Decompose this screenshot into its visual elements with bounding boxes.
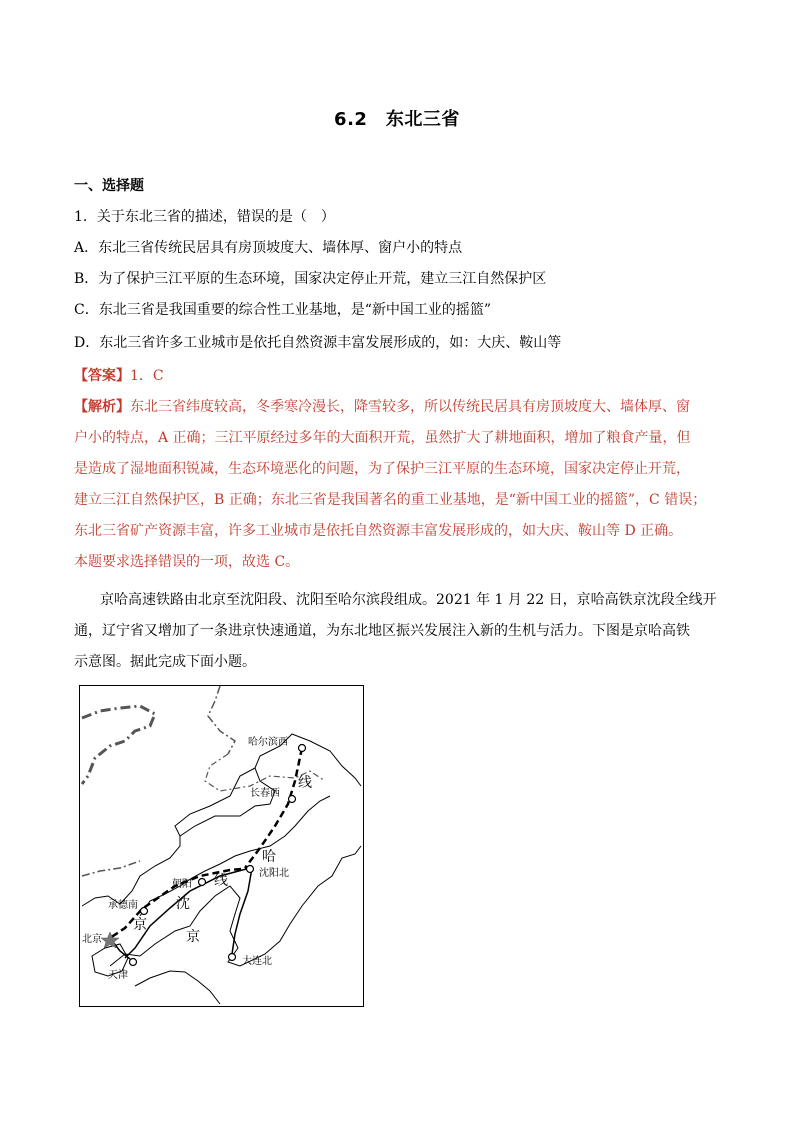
- map-drawing: [80, 686, 362, 1005]
- option-c: C．东北三省是我国重要的综合性工业基地，是“新中国工业的摇篮”: [74, 302, 492, 318]
- line-char-ha: 哈: [262, 849, 276, 865]
- passage-line-1: 京哈高速铁路由北京至沈阳段、沈阳至哈尔滨段组成。2021 年 1 月 22 日，京哈高铁京沈段全线开: [100, 592, 717, 608]
- station-chaoyang-marker: [199, 879, 206, 886]
- analysis-line-2: 户小的特点，A 正确；三江平原经过多年的大面积开荒，虽然扩大了耕地面积，增加了粮食产量，但: [74, 430, 691, 446]
- answer-value: 1．C: [130, 368, 164, 384]
- option-d: D．东北三省许多工业城市是依托自然资源丰富发展形成的，如：大庆、鞍山等: [74, 335, 562, 351]
- passage-line-3: 示意图。据此完成下面小题。: [74, 654, 256, 670]
- label-chengde-south: 承德南: [108, 900, 138, 911]
- station-shenyang-north-marker: [247, 866, 254, 873]
- analysis-text: 东北三省纬度较高，冬季寒冷漫长，降雪较多，所以传统民居具有房顶坡度大、墙体厚、窗: [130, 399, 690, 415]
- national-border-east: [82, 861, 140, 876]
- option-a: A．东北三省传统民居具有房顶坡度大、墙体厚、窗户小的特点: [74, 240, 463, 256]
- label-chaoyang: 朝阳: [172, 879, 192, 890]
- section-heading: 一、选择题: [74, 178, 144, 194]
- province-border-top: [208, 686, 235, 754]
- answer-tag: 【答案】: [74, 368, 130, 384]
- railway-map: [79, 685, 364, 1007]
- analysis-line-3: 是造成了湿地面积锐减，生态环境恶化的问题，为了保护三江平原的生态环境，国家决定停止开荒，: [74, 461, 690, 477]
- line-char-jing-1: 京: [133, 917, 147, 933]
- shandong-outline: [135, 971, 220, 1004]
- analysis-line-5: 东北三省矿产资源丰富，许多工业城市是依托自然资源丰富发展形成的，如大庆、鞍山等 D 正确。: [74, 523, 683, 539]
- national-border: [82, 706, 155, 784]
- station-harbin-west-marker: [299, 745, 306, 752]
- station-dalian-north-marker: [229, 954, 236, 961]
- analysis-line-1: [74, 397, 734, 417]
- line-char-jing-2: 京: [186, 929, 200, 945]
- bohai-outline: [140, 796, 330, 916]
- line-char-xian-1: 线: [298, 775, 312, 791]
- line-char-shen: 沈: [176, 896, 190, 912]
- question-stem: 1．关于东北三省的描述，错误的是（ ）: [74, 209, 335, 225]
- station-tianjin-marker: [130, 959, 137, 966]
- analysis-tag: 【解析】: [74, 399, 130, 415]
- option-b: B．为了保护三江平原的生态环境，国家决定停止开荒，建立三江自然保护区: [74, 271, 547, 287]
- analysis-line-6: 本题要求选择错误的一项，故选 C。: [74, 554, 300, 570]
- passage-line-2: 通，辽宁省又增加了一条进京快速通道，为东北地区振兴发展注入新的生机与活力。下图是京哈高铁: [74, 623, 690, 639]
- line-char-xian-2: 线: [214, 873, 228, 889]
- analysis-line-4: 建立三江自然保护区，B 正确；东北三省是我国著名的重工业基地，是“新中国工业的摇篮”，C 错误；: [74, 492, 707, 508]
- station-changchun-west-marker: [289, 796, 296, 803]
- answer-line: [74, 366, 734, 386]
- liaoning-outline: [175, 768, 275, 836]
- label-dalian-north: 大连北: [242, 956, 272, 967]
- label-tianjin: 天津: [108, 970, 128, 981]
- page-title: 6.2 东北三省: [334, 109, 460, 130]
- label-harbin-west: 哈尔滨西: [248, 737, 288, 748]
- label-changchun-west: 长春西: [250, 788, 280, 799]
- label-beijing: 北京: [82, 934, 102, 945]
- label-shenyang-north: 沈阳北: [259, 868, 289, 879]
